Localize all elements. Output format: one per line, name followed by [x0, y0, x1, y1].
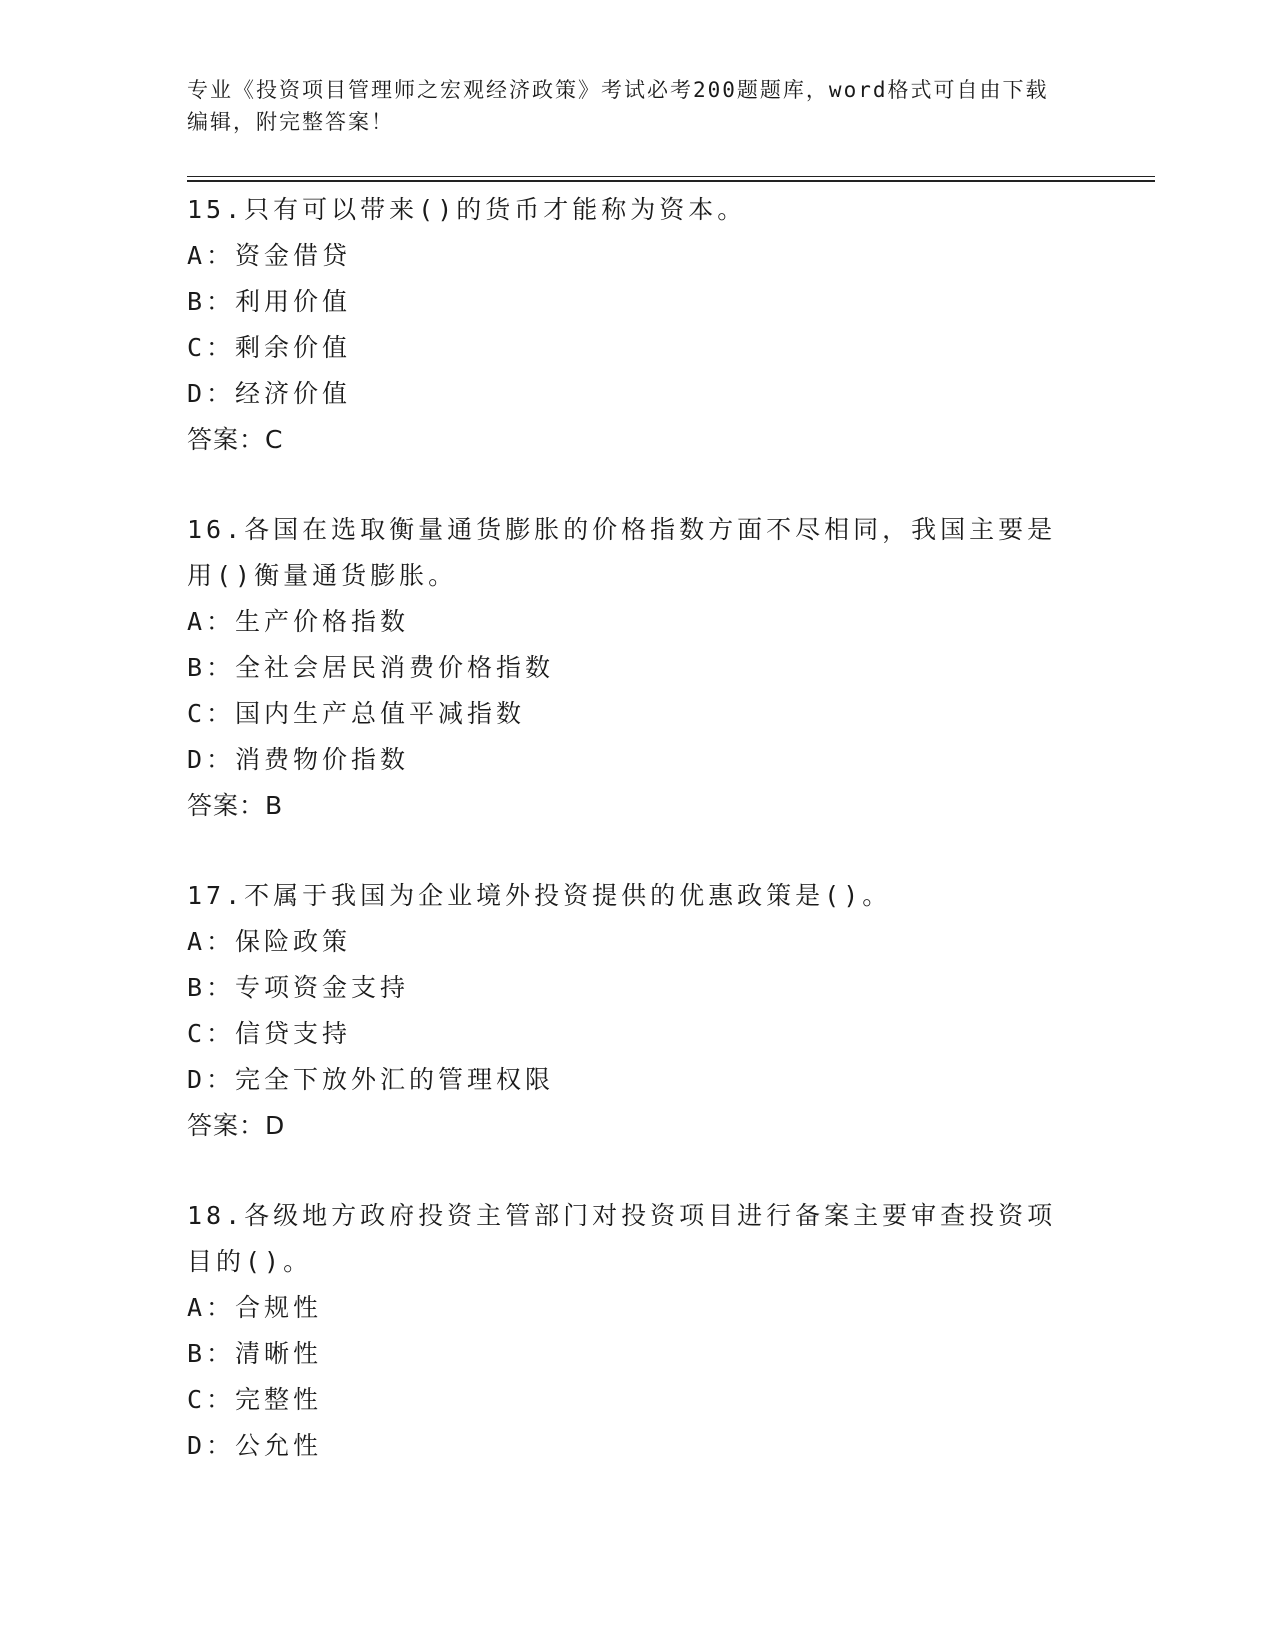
question-stem: 18.各级地方政府投资主管部门对投资项目进行备案主要审查投资项目的()。 [187, 1201, 1057, 1276]
question-stem: 15.只有可以带来()的货币才能称为资本。 [187, 195, 747, 224]
option-d: D：公允性 [187, 1431, 323, 1460]
option-d: D：消费物价指数 [187, 745, 410, 774]
option-b: B：全社会居民消费价格指数 [187, 653, 555, 682]
document-header: 专业《投资项目管理师之宏观经济政策》考试必考200题题库，word格式可自由下载编辑，附完整答案！ [187, 78, 1049, 134]
option-a: A：保险政策 [187, 927, 352, 956]
spacer [187, 463, 1087, 507]
option-c: C：国内生产总值平减指数 [187, 699, 526, 728]
question-stem: 17.不属于我国为企业境外投资提供的优惠政策是()。 [187, 881, 892, 910]
spacer [187, 829, 1087, 873]
option-b: B：专项资金支持 [187, 973, 410, 1002]
question-17 [187, 873, 1087, 1149]
header-rule-thick [187, 180, 1155, 182]
option-b: B：利用价值 [187, 287, 352, 316]
option-d: D：经济价值 [187, 379, 352, 408]
option-c: C：完整性 [187, 1385, 323, 1414]
option-b: B：清晰性 [187, 1339, 323, 1368]
spacer [187, 1149, 1087, 1193]
option-a: A：生产价格指数 [187, 607, 410, 636]
option-a: A：合规性 [187, 1293, 323, 1322]
header-rule-thin [187, 176, 1155, 177]
question-list [187, 187, 1087, 1469]
option-d: D：完全下放外汇的管理权限 [187, 1065, 555, 1094]
question-15 [187, 187, 1087, 463]
question-18 [187, 1193, 1087, 1469]
answer: 答案：C [187, 425, 284, 454]
option-c: C：信贷支持 [187, 1019, 352, 1048]
answer: 答案：B [187, 791, 284, 820]
answer: 答案：D [187, 1111, 286, 1140]
question-stem: 16.各国在选取衡量通货膨胀的价格指数方面不尽相同，我国主要是用()衡量通货膨胀。 [187, 515, 1057, 590]
question-16 [187, 507, 1087, 829]
option-c: C：剩余价值 [187, 333, 352, 362]
option-a: A：资金借贷 [187, 241, 352, 270]
